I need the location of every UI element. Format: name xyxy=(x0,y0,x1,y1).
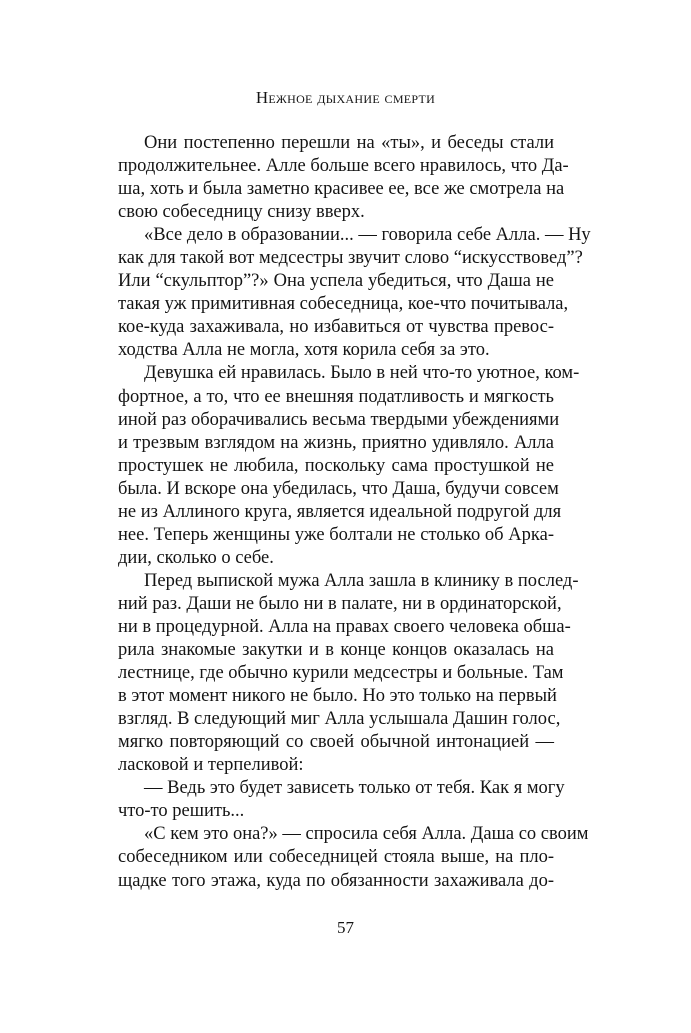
text-line: собеседником или собеседницей стояла выше, на пло- xyxy=(118,847,554,868)
text-line: мягко повторяющий со своей обычной интонацией — xyxy=(118,732,554,753)
text-line: продолжительнее. Алле больше всего нравилось, что Да- xyxy=(118,156,569,177)
text-line: такая уж примитивная собеседница, кое-что почитывала, xyxy=(118,294,569,315)
text-line: в этот момент никого не было. Но это только на первый xyxy=(118,686,557,707)
text-line: не из Аллиного круга, является идеальной подругой для xyxy=(118,501,562,522)
text-line: лестнице, где обычно курили медсестры и больные. Там xyxy=(118,663,564,684)
text-line: и трезвым взглядом на жизнь, приятно удивляло. Алла xyxy=(118,432,554,453)
text-line: что-то решить... xyxy=(118,801,245,822)
text-line: «Все дело в образовании... — говорила себе Алла. — Ну xyxy=(144,225,591,246)
text-line: иной раз оборачивались весьма твердыми убеждениями xyxy=(118,409,560,430)
text-line: ни в процедурной. Алла на правах своего человека обша- xyxy=(118,616,571,637)
text-line: щадке того этажа, куда по обязанности захаживала до- xyxy=(118,870,554,891)
text-line: — Ведь это будет зависеть только от тебя. Как я могу xyxy=(144,778,565,799)
text-line: ний раз. Даши не было ни в палате, ни в ординаторской, xyxy=(118,593,562,614)
text-line: ша, хоть и была заметно красивее ее, все же смотрела на xyxy=(118,179,565,200)
text-line: рила знакомые закутки и в конце концов оказалась на xyxy=(118,640,554,661)
text-line: Они постепенно перешли на «ты», и беседы стали xyxy=(144,133,554,153)
body-text xyxy=(118,132,591,893)
text-line: кое-куда захаживала, но избавиться от чувства превос- xyxy=(118,317,554,338)
text-line: нее. Теперь женщины уже болтали не столько об Арка- xyxy=(118,524,554,545)
text-line: простушек не любила, поскольку сама простушкой не xyxy=(118,455,554,476)
text-line: свою собеседницу снизу вверх. xyxy=(118,202,365,223)
page-number: 57 xyxy=(337,918,354,937)
text-line: ласковой и терпеливой: xyxy=(118,755,304,776)
text-line: взгляд. В следующий миг Алла услышала Дашин голос, xyxy=(118,709,561,730)
text-line: Или “скульптор”?» Она успела убедиться, что Даша не xyxy=(118,271,554,292)
text-line: ходства Алла не могла, хотя корила себя за это. xyxy=(118,340,490,361)
text-line: дии, сколько о себе. xyxy=(118,547,274,568)
text-line: Девушка ей нравилась. Было в ней что-то уютное, ком- xyxy=(144,363,580,384)
text-line: Перед выпиской мужа Алла зашла в клинику в послед- xyxy=(144,570,579,591)
running-head: Нежное дыхание смерти xyxy=(255,88,436,107)
text-line: фортное, а то, что ее внешняя податливость и мягкость xyxy=(118,386,554,407)
text-line: была. И вскоре она убедилась, что Даша, будучи совсем xyxy=(118,478,559,499)
text-line: как для такой вот медсестры звучит слово “искусствовед”? xyxy=(118,248,583,269)
text-line: «С кем это она?» — спросила себя Алла. Даша со своим xyxy=(144,824,589,845)
